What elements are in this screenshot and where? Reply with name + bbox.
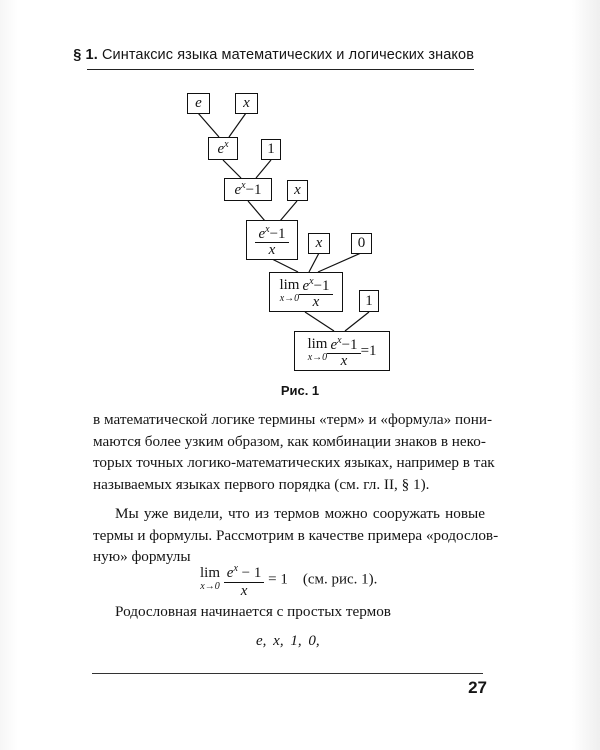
node-x: x	[235, 93, 258, 114]
edge	[305, 312, 334, 331]
text-line: термы и формулы. Рассмотрим в качестве примера «родослов-	[93, 526, 499, 544]
node-e: e	[187, 93, 210, 114]
node-e-pow-x-minus-1: $e^x-1$	[224, 178, 272, 201]
edge	[272, 259, 298, 272]
edge	[256, 160, 271, 178]
node-e-pow-x: $e^x$	[208, 137, 238, 160]
edge	[229, 113, 246, 137]
simple-terms-list: e, x, 1, 0,	[256, 633, 320, 649]
paragraph-2	[93, 503, 499, 568]
text-line: Мы уже видели, что из термов можно сооружать новые	[115, 505, 485, 522]
edge	[280, 201, 297, 221]
figure-caption: Рис. 1	[280, 383, 320, 398]
edge	[345, 312, 369, 331]
node-x: x	[287, 180, 308, 201]
edge	[248, 201, 265, 221]
footer-rule	[92, 673, 483, 674]
node-limit: lim x→0 $\frac{e^x-1}{x}$	[269, 272, 343, 312]
node-one: 1	[359, 290, 379, 312]
text-line: ную» формулы	[93, 548, 191, 565]
edge	[223, 160, 241, 178]
text-line: называемых языках первого порядка (см. гл. II, § 1).	[93, 475, 430, 493]
display-formula: lim x→0 $\frac{e^x - 1}{x}$ = 1 (см. рис. 1).	[200, 560, 377, 600]
text-line: Родословная начинается с простых термов	[115, 603, 391, 620]
node-limit-equation: lim x→0 $\frac{e^x-1}{x}$ =1	[294, 331, 390, 371]
paragraph-3	[93, 601, 485, 623]
node-one: 1	[261, 139, 281, 160]
node-zero: 0	[351, 233, 372, 254]
node-fraction: $\frac{e^x-1}{x}$	[246, 220, 298, 260]
node-x: x	[308, 233, 330, 254]
paragraph-1	[93, 409, 495, 495]
section-number: § 1.	[73, 47, 98, 63]
text-line: маются более узким образом, как комбинации знаков в неко-	[93, 432, 486, 450]
page-number: 27	[468, 678, 487, 697]
section-title: Синтаксис языка математических и логических знаков	[101, 47, 474, 63]
edge	[318, 253, 361, 272]
figure-reference: (см. рис. 1).	[302, 571, 378, 588]
edge	[198, 113, 219, 137]
text-line: торых точных логико-математических языках, например в так	[93, 454, 495, 471]
text-line: в математической логике термины «терм» и «формула» пони-	[93, 411, 493, 428]
edge	[309, 253, 319, 272]
